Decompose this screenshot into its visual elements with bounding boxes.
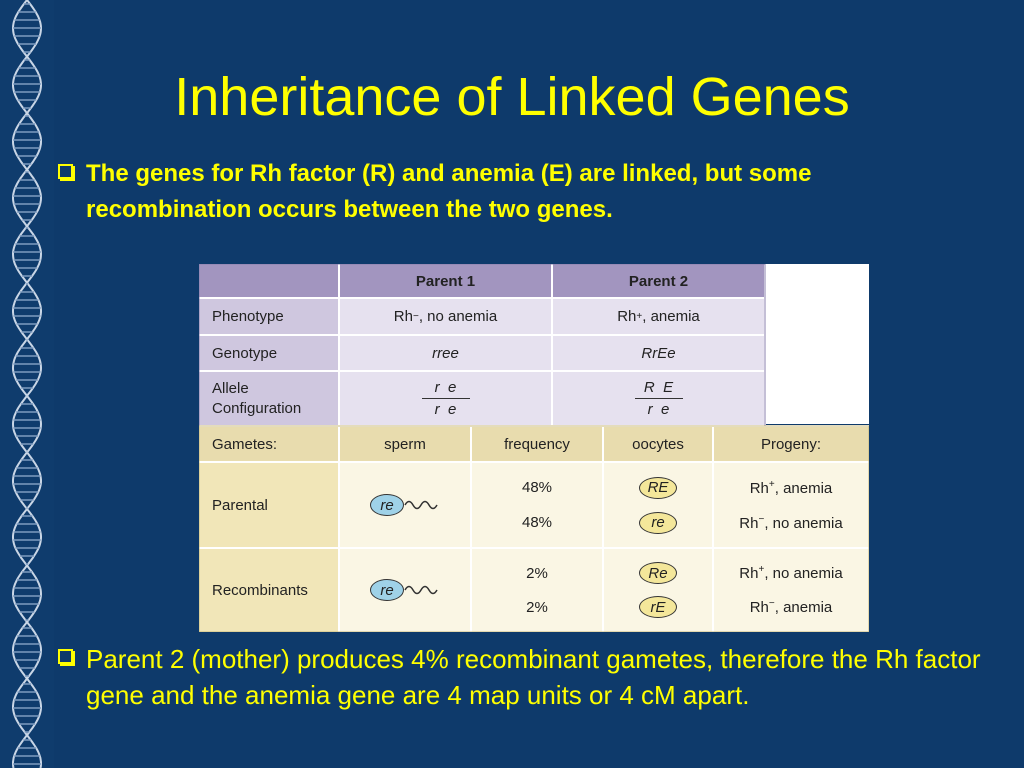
phenotype-parent-2: Rh + , anemia (552, 298, 765, 335)
recombinant-frequency: 2% 2% (471, 548, 603, 632)
sperm-tail-icon (404, 498, 440, 512)
parental-oocytes (603, 462, 713, 548)
bullet-2-text: Parent 2 (mother) produces 4% recombinant gametes, therefore the Rh factor gene and the anemia gene are 4 map units or 4 cM apart. (86, 644, 981, 710)
sperm-re-icon: re (370, 579, 404, 601)
recombinants-label: Recombinants (199, 548, 339, 632)
gametes-label: Gametes: (199, 426, 339, 462)
genotype-parent-2: RrEe (552, 335, 765, 371)
bullet-2 (58, 641, 1008, 713)
white-corner (765, 264, 869, 424)
checkbox-bullet-icon (58, 649, 73, 664)
sperm-header: sperm (339, 426, 471, 462)
allele-label: Allele Configuration (199, 371, 339, 426)
oocyte-Re-icon: Re (639, 562, 677, 584)
parental-progeny: Rh+, anemia Rh−, no anemia (713, 462, 869, 548)
genotype-label: Genotype (199, 335, 339, 371)
header-parent-2: Parent 2 (552, 264, 765, 298)
slide-title: Inheritance of Linked Genes (174, 67, 850, 127)
checkbox-bullet-icon (58, 164, 73, 179)
sperm-tail-icon (404, 583, 440, 597)
bullet-1-text: The genes for Rh factor (R) and anemia (E) are linked, but some recombination occurs between the two genes. (86, 160, 812, 223)
parental-label: Parental (199, 462, 339, 548)
recombinant-sperm (339, 548, 471, 632)
oocyte-rE-icon: rE (639, 596, 677, 618)
phenotype-label: Phenotype (199, 298, 339, 335)
frequency-header: frequency (471, 426, 603, 462)
parental-frequency: 48% 48% (471, 462, 603, 548)
genotype-parent-1: rree (339, 335, 552, 371)
oocytes-header: oocytes (603, 426, 713, 462)
bullet-1 (58, 156, 978, 228)
header-parent-1: Parent 1 (339, 264, 552, 298)
oocyte-re-icon: re (639, 512, 677, 534)
header-blank (199, 264, 339, 298)
sperm-re-icon: re (370, 494, 404, 516)
parental-sperm (339, 462, 471, 548)
allele-parent-2: $\frac{\text{R E}}{\text{r e}}$ (552, 371, 765, 426)
allele-parent-1: $\frac{\text{r e}}{\text{r e}}$ (339, 371, 552, 426)
oocyte-RE-icon: RE (639, 477, 677, 499)
recombinant-oocytes (603, 548, 713, 632)
linked-genes-table (199, 264, 869, 632)
recombinant-progeny: Rh+, no anemia Rh−, anemia (713, 548, 869, 632)
phenotype-parent-1: Rh − , no anemia (339, 298, 552, 335)
progeny-header: Progeny: (713, 426, 869, 462)
